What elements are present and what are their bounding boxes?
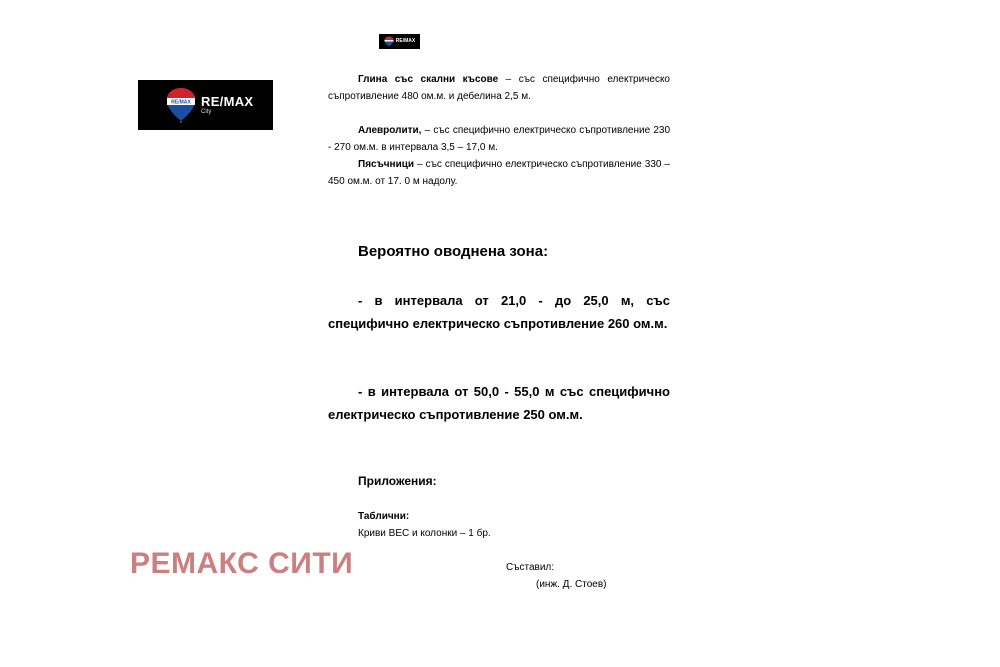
watermark-text: РЕМАКС СИТИ [130, 547, 354, 580]
paragraph-glina [328, 71, 670, 105]
header-logo [379, 34, 420, 49]
signature-name: (инж. Д. Стоев) [536, 579, 607, 590]
appendix-heading: Приложения: [358, 474, 437, 488]
balloon-icon [384, 36, 394, 47]
header-logo-text: RE/MAX [395, 38, 416, 44]
remax-logo-text-group [201, 95, 253, 115]
appendix-line: Криви ВЕС и колонки – 1 бр. [358, 528, 491, 539]
svg-text:RE/MAX: RE/MAX [171, 99, 191, 106]
appendix-subheading: Таблични: [358, 511, 410, 522]
paragraph-alevroliti-bold: Алевролити, [358, 125, 422, 136]
remax-logo-brand: RE/MAX [201, 94, 254, 109]
remax-logo-sub: City [201, 109, 212, 115]
zone-item-2: - в интервала от 50,0 - 55,0 м със специфично електрическо съпротивление 250 ом.м. [328, 384, 670, 422]
balloon-icon [165, 86, 197, 124]
zone-heading: Вероятно оводнена зона: [358, 243, 549, 260]
paragraph-alevroliti [328, 122, 670, 156]
paragraph-glina-bold: Глина със скални късове [358, 74, 499, 85]
paragraph-pyasachnitsi [328, 156, 670, 190]
paragraph-pyasachnitsi-bold: Пясъчници [358, 159, 415, 170]
remax-logo [138, 80, 273, 130]
paragraph-alevroliti-text: – със специфично електрическо съпротивление 230 - 270 ом.м. в интервала 3,5 – 17,0 м. [328, 125, 670, 153]
signature-label: Съставил: [506, 562, 555, 573]
paragraph-pyasachnitsi-text: – със специфично електрическо съпротивление 330 – 450 ом.м. от 17. 0 м надолу. [328, 159, 670, 187]
paragraph-glina-text: – със специфично електрическо съпротивление 480 ом.м. и дебелина 2,5 м. [328, 74, 670, 102]
zone-item-1: - в интервала от 21,0 - до 25,0 м, със специфично електрическо съпротивление 260 ом.м. [328, 293, 670, 331]
